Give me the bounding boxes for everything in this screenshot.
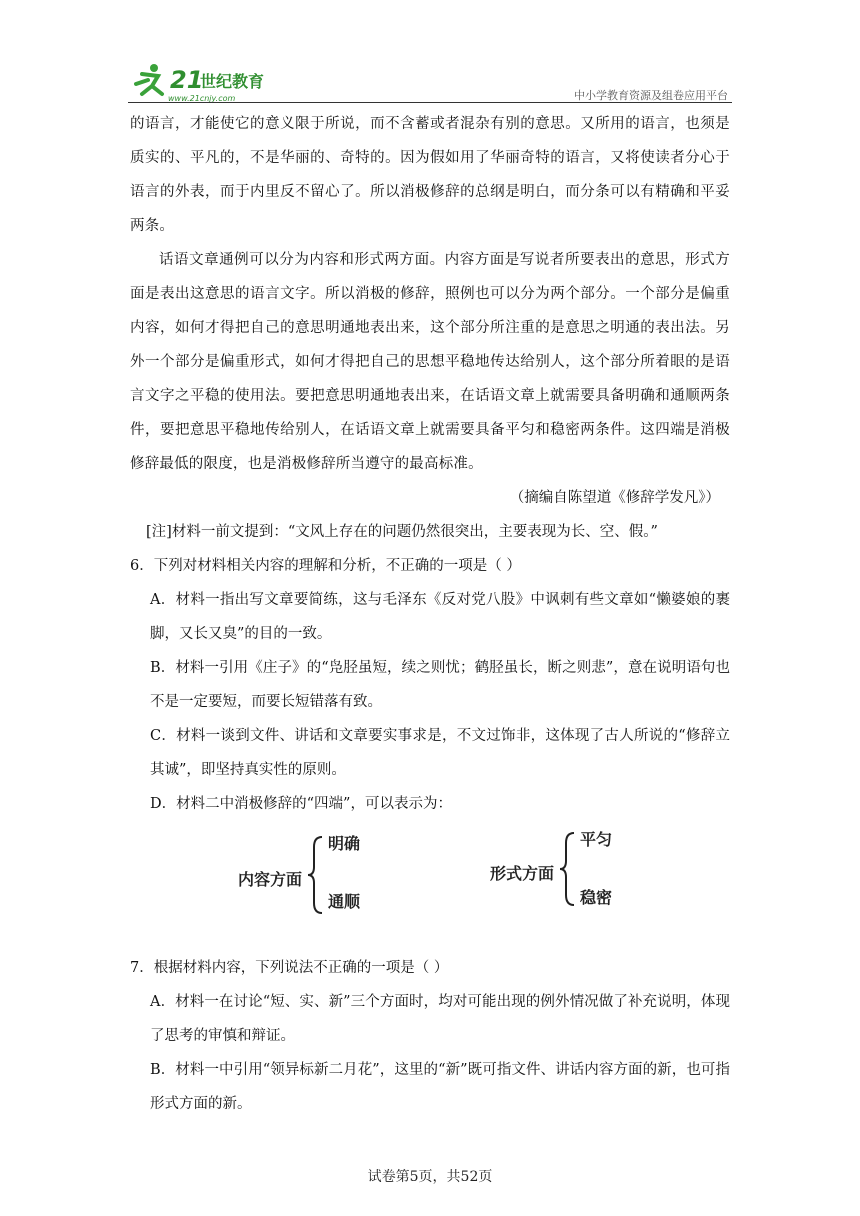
page-header [0, 0, 860, 105]
question-6-option-d: D．材料二中消极修辞的“四端”，可以表示为： [150, 796, 452, 812]
diagram-left-bottom: 通顺 [328, 892, 361, 911]
svg-text:www.21cnjy.com: www.21cnjy.com [168, 94, 236, 103]
header-divider [128, 102, 732, 103]
passage-note: [注]材料一前文提到：“文风上存在的问题仍然很突出，主要表现为长、空、假。” [146, 524, 658, 540]
diagram-left-top: 明确 [328, 834, 361, 853]
runner-logo-icon [128, 60, 288, 104]
question-6-option-a: A．材料一指出写文章要简练，这与毛泽东《反对党八股》中讽刺有些文章如“懒婆娘的裹脚，又长又臭”的目的一致。 [150, 592, 730, 642]
passage-source: （摘编自陈望道《修辞学发凡》） [509, 490, 720, 506]
right-brace-icon [558, 831, 578, 907]
question-7-stem: 7．根据材料内容，下列说法不正确的一项是（ ） [130, 960, 449, 976]
four-ends-diagram [130, 821, 730, 951]
page-footer: 试卷第5页，共52页 [367, 1169, 493, 1185]
logo [128, 60, 288, 104]
document-body [130, 107, 730, 1121]
passage-paragraph-1: 的语言，才能使它的意义限于所说，而不含蓄或者混杂有别的意思。又所用的语言，也须是质实的、平凡的，不是华丽的、奇特的。因为假如用了华丽奇特的语言，又将使读者分心于语言的外表，而于内里反不留心了。所以消极修辞的总纲是明白，而分条可以有精确和平妥两条。 [130, 116, 730, 234]
question-6-stem: 6．下列对材料相关内容的理解和分析，不正确的一项是（ ） [130, 558, 521, 574]
question-7-option-b: B．材料一中引用“领异标新二月花”，这里的“新”既可指文件、讲话内容方面的新，也可指形式方面的新。 [150, 1062, 730, 1112]
diagram-right-bottom: 稳密 [580, 888, 613, 907]
question-6-option-b: B．材料一引用《庄子》的“凫胫虽短，续之则忧；鹤胫虽长，断之则悲”，意在说明语句也不是一定要短，而要长短错落有致。 [150, 660, 730, 710]
diagram-right-top: 平匀 [580, 830, 613, 849]
question-6-option-c: C．材料一谈到文件、讲话和文章要实事求是，不文过饰非，这体现了古人所说的“修辞立其诚”，即坚持真实性的原则。 [150, 728, 730, 778]
platform-name: 中小学教育资源及组卷应用平台 [574, 89, 728, 102]
diagram-left-label: 内容方面 [238, 870, 303, 889]
left-brace-icon [306, 835, 326, 915]
question-7-option-a: A．材料一在讨论“短、实、新”三个方面时，均对可能出现的例外情况做了补充说明，体现了思考的审慎和辩证。 [150, 994, 730, 1044]
diagram-right-label: 形式方面 [490, 864, 555, 883]
svg-text:21: 21 [170, 66, 204, 94]
passage-paragraph-2: 话语文章通例可以分为内容和形式两方面。内容方面是写说者所要表出的意思，形式方面是表出这意思的语言文字。所以消极的修辞，照例也可以分为两个部分。一个部分是偏重内容，如何才得把自己的意思明通地表出来，这个部分所注重的是意思之明通的表出法。另外一个部分是偏重形式，如何才得把自己的思想平稳地传达给别人，这个部分所着眼的是语言文字之平稳的使用法。要把意思明通地表出来，在话语文章上就需要具备明确和通顺两条件，要把意思平稳地传给别人，在话语文章上就需要具备平匀和稳密两条件。这四端是消极修辞最低的限度，也是消极修辞所当遵守的最高标准。 [130, 252, 730, 472]
svg-text:世纪教育: 世纪教育 [200, 72, 265, 91]
